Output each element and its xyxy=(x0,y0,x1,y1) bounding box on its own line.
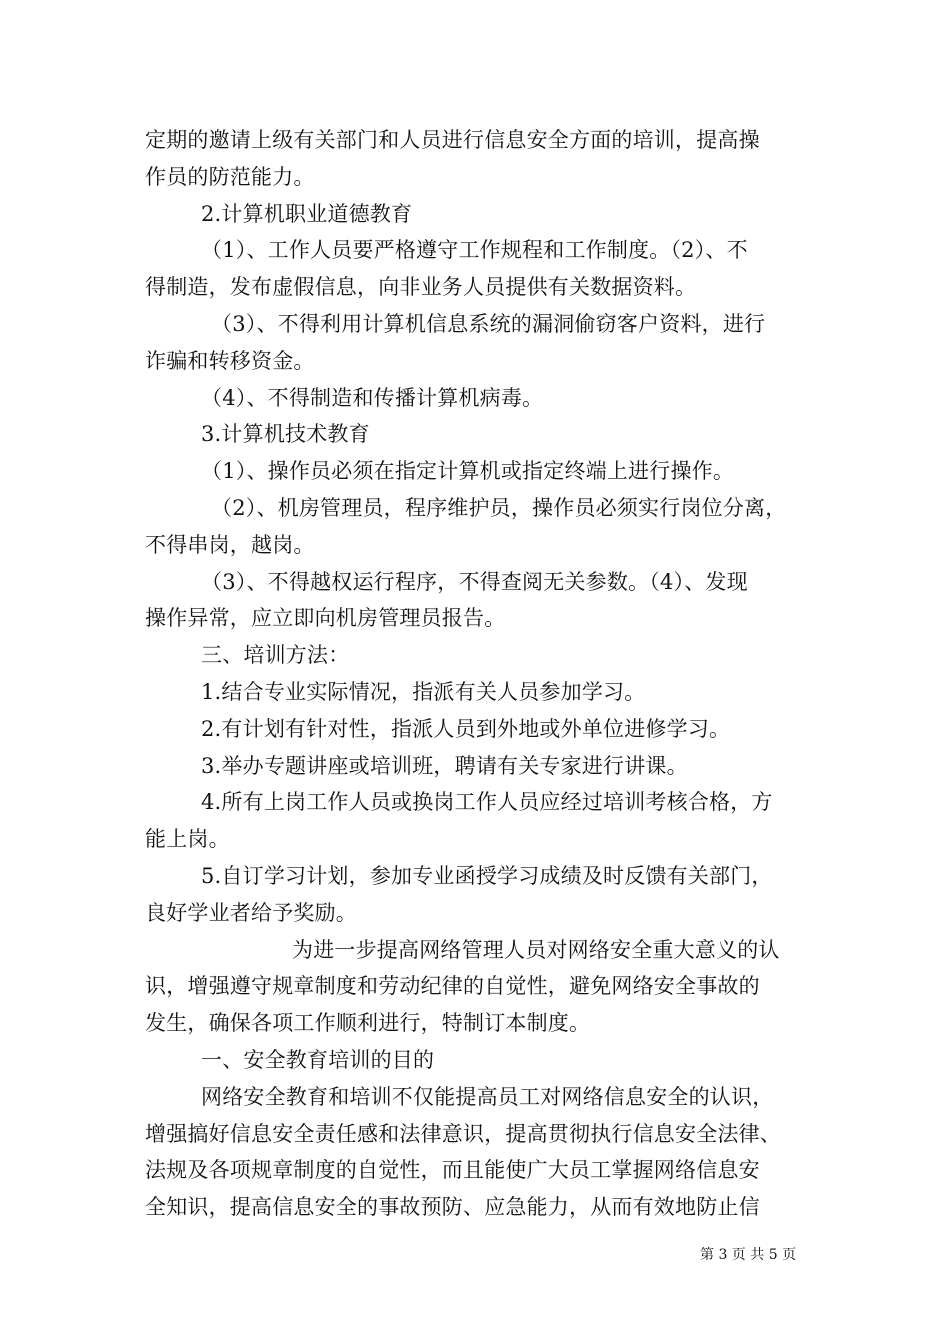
text-line: 为进一步提高网络管理人员对网络安全重大意义的认 xyxy=(292,937,780,962)
text-line: 定期的邀请上级有关部门和人员进行信息安全方面的培训，提高操 xyxy=(145,128,760,152)
text-line: 1.结合专业实际情况，指派有关人员参加学习。 xyxy=(201,679,646,704)
text-line: 识，增强遵守规章制度和劳动纪律的自觉性，避免网络安全事故的 xyxy=(145,974,760,999)
text-line: 诈骗和转移资金。 xyxy=(145,348,315,373)
document-body xyxy=(145,122,825,1226)
text-line: 网络安全教育和培训不仅能提高员工对网络信息安全的认识， xyxy=(201,1084,774,1109)
text-line: 良好学业者给予奖励。 xyxy=(145,900,357,925)
text-line: （3）、不得利用计算机信息系统的漏洞偷窃客户资料，进行 xyxy=(211,311,766,336)
text-line: 发生，确保各项工作顺利进行，特制订本制度。 xyxy=(145,1011,591,1036)
text-line: （2）、机房管理员，程序维护员，操作员必须实行岗位分离， xyxy=(211,495,787,520)
page-footer: 第 3 页 共 5 页 xyxy=(700,1247,797,1263)
text-line: 3.举办专题讲座或培训班，聘请有关专家进行讲课。 xyxy=(201,753,688,778)
text-line: 操作异常，应立即向机房管理员报告。 xyxy=(145,606,506,631)
text-line: 能上岗。 xyxy=(145,827,230,852)
text-line: 全知识，提高信息安全的事故预防、应急能力，从而有效地防止信 xyxy=(145,1195,760,1220)
text-line: （1）、操作员必须在指定计算机或指定终端上进行操作。 xyxy=(201,459,735,484)
text-line: （4）、不得制造和传播计算机病毒。 xyxy=(201,385,544,410)
text-line: 3.计算机技术教育 xyxy=(201,422,370,447)
text-line: 增强搞好信息安全责任感和法律意识，提高贯彻执行信息安全法律、 xyxy=(145,1121,781,1146)
text-line: （1）、工作人员要严格遵守工作规程和工作制度。（2）、不 xyxy=(201,238,748,263)
text-line: 三、培训方法： xyxy=(201,643,350,668)
text-line: 法规及各项规章制度的自觉性，而且能使广大员工掌握网络信息安 xyxy=(145,1158,760,1183)
text-line: 作员的防范能力。 xyxy=(145,164,315,189)
text-line: 不得串岗，越岗。 xyxy=(145,532,315,557)
text-line: 一、安全教育培训的目的 xyxy=(201,1047,435,1072)
text-line: （3）、不得越权运行程序，不得查阅无关参数。（4）、发现 xyxy=(201,569,748,594)
text-line: 4.所有上岗工作人员或换岗工作人员应经过培训考核合格，方 xyxy=(201,790,773,815)
text-line: 5.自订学习计划，参加专业函授学习成绩及时反馈有关部门， xyxy=(201,863,773,888)
text-line: 得制造，发布虚假信息，向非业务人员提供有关数据资料。 xyxy=(145,275,697,300)
text-line: 2.有计划有针对性，指派人员到外地或外单位进修学习。 xyxy=(201,716,731,741)
text-line: 2.计算机职业道德教育 xyxy=(201,201,413,226)
